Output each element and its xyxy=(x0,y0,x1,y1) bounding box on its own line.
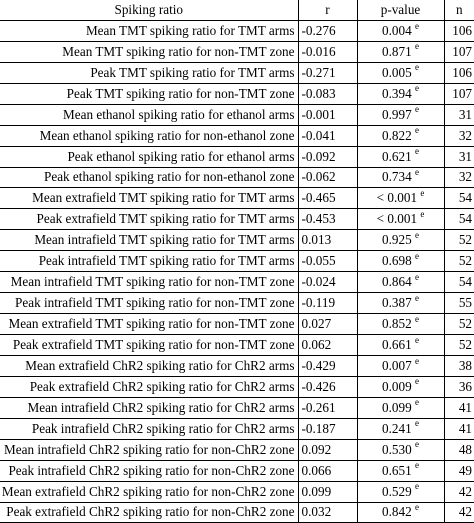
p-value-footnote-mark: e xyxy=(414,62,419,73)
p-value-footnote-mark: e xyxy=(414,125,419,136)
r-value: -0.187 xyxy=(298,418,357,439)
r-value: -0.041 xyxy=(298,125,357,146)
p-value-footnote-mark: e xyxy=(414,271,419,282)
table-row xyxy=(0,125,474,146)
row-label: Peak intrafield TMT spiking ratio for TMT arms xyxy=(0,251,298,272)
row-label: Mean TMT spiking ratio for TMT arms xyxy=(0,20,298,41)
n-value: 52 xyxy=(444,335,474,356)
n-value: 54 xyxy=(444,188,474,209)
p-value: 0.698 xyxy=(382,253,412,269)
n-value: 52 xyxy=(444,251,474,272)
row-label: Peak extrafield ChR2 spiking ratio for ChR2 arms xyxy=(0,376,298,397)
row-label: Mean ethanol spiking ratio for ethanol arms xyxy=(0,104,298,125)
p-value-cell xyxy=(357,20,444,41)
n-value: 106 xyxy=(444,62,474,83)
p-value-footnote-mark: e xyxy=(420,208,425,219)
table-row xyxy=(0,20,474,41)
row-label: Mean ethanol spiking ratio for non-ethanol zone xyxy=(0,125,298,146)
p-value-cell xyxy=(357,230,444,251)
p-value-footnote-mark: e xyxy=(414,292,419,303)
p-value: < 0.001 xyxy=(376,190,418,206)
p-value-footnote-mark: e xyxy=(414,313,419,324)
n-value: 41 xyxy=(444,418,474,439)
header-n: n xyxy=(444,0,474,20)
table-row xyxy=(0,209,474,230)
p-value-footnote-mark: e xyxy=(414,41,419,52)
table-row xyxy=(0,62,474,83)
p-value-footnote-mark: e xyxy=(414,146,419,157)
p-value: 0.871 xyxy=(382,43,412,59)
p-value: 0.852 xyxy=(382,316,412,332)
header-spiking-ratio: Spiking ratio xyxy=(0,0,298,20)
n-value: 38 xyxy=(444,355,474,376)
p-value: 0.007 xyxy=(382,357,412,373)
p-value-cell xyxy=(357,481,444,502)
table-row xyxy=(0,460,474,481)
r-value: 0.032 xyxy=(298,502,357,523)
n-value: 107 xyxy=(444,41,474,62)
r-value: -0.465 xyxy=(298,188,357,209)
table-row xyxy=(0,335,474,356)
p-value: 0.241 xyxy=(382,420,412,436)
p-value-cell xyxy=(357,146,444,167)
p-value-footnote-mark: e xyxy=(414,460,419,471)
p-value: 0.651 xyxy=(382,462,412,478)
table-row xyxy=(0,188,474,209)
p-value: 0.822 xyxy=(382,127,412,143)
p-value-footnote-mark: e xyxy=(420,188,425,199)
p-value: 0.387 xyxy=(382,295,412,311)
row-label: Mean intrafield ChR2 spiking ratio for non-ChR2 zone xyxy=(0,439,298,460)
n-value: 42 xyxy=(444,502,474,523)
n-value: 42 xyxy=(444,481,474,502)
table-row xyxy=(0,502,474,523)
r-value: -0.261 xyxy=(298,397,357,418)
header-p-value: p-value xyxy=(357,0,444,20)
p-value: 0.997 xyxy=(382,106,412,122)
table-row xyxy=(0,83,474,104)
n-value: 41 xyxy=(444,397,474,418)
p-value-cell xyxy=(357,62,444,83)
table-row xyxy=(0,104,474,125)
row-label: Mean TMT spiking ratio for non-TMT zone xyxy=(0,41,298,62)
p-value-footnote-mark: e xyxy=(414,20,419,31)
p-value-cell xyxy=(357,41,444,62)
p-value-cell xyxy=(357,460,444,481)
r-value: 0.013 xyxy=(298,230,357,251)
p-value-cell xyxy=(357,293,444,314)
p-value-footnote-mark: e xyxy=(414,334,419,345)
r-value: -0.001 xyxy=(298,104,357,125)
table-row xyxy=(0,355,474,376)
table-row xyxy=(0,439,474,460)
row-label: Mean intrafield ChR2 spiking ratio for ChR2 arms xyxy=(0,397,298,418)
p-value-footnote-mark: e xyxy=(414,439,419,450)
n-value: 36 xyxy=(444,376,474,397)
n-value: 48 xyxy=(444,439,474,460)
p-value: 0.925 xyxy=(382,232,412,248)
p-value-cell xyxy=(357,188,444,209)
r-value: -0.062 xyxy=(298,167,357,188)
p-value: 0.661 xyxy=(382,336,412,352)
p-value: 0.394 xyxy=(382,85,412,101)
n-value: 55 xyxy=(444,293,474,314)
n-value: 54 xyxy=(444,272,474,293)
r-value: 0.062 xyxy=(298,335,357,356)
row-label: Peak intrafield ChR2 spiking ratio for non-ChR2 zone xyxy=(0,460,298,481)
row-label: Mean extrafield TMT spiking ratio for TMT arms xyxy=(0,188,298,209)
p-value-footnote-mark: e xyxy=(414,229,419,240)
r-value: -0.024 xyxy=(298,272,357,293)
r-value: 0.099 xyxy=(298,481,357,502)
row-label: Peak TMT spiking ratio for non-TMT zone xyxy=(0,83,298,104)
row-label: Peak extrafield ChR2 spiking ratio for non-ChR2 zone xyxy=(0,502,298,523)
p-value-footnote-mark: e xyxy=(414,83,419,94)
table-row xyxy=(0,397,474,418)
table-row xyxy=(0,272,474,293)
p-value: 0.842 xyxy=(382,504,412,520)
r-value: -0.083 xyxy=(298,83,357,104)
r-value: -0.426 xyxy=(298,376,357,397)
p-value-cell xyxy=(357,439,444,460)
p-value-cell xyxy=(357,502,444,523)
row-label: Peak intrafield TMT spiking ratio for non-TMT zone xyxy=(0,293,298,314)
r-value: -0.092 xyxy=(298,146,357,167)
p-value-cell xyxy=(357,209,444,230)
p-value-footnote-mark: e xyxy=(414,104,419,115)
row-label: Peak TMT spiking ratio for TMT arms xyxy=(0,62,298,83)
row-label: Peak ethanol spiking ratio for ethanol arms xyxy=(0,146,298,167)
p-value-cell xyxy=(357,83,444,104)
p-value-footnote-mark: e xyxy=(414,397,419,408)
r-value: 0.092 xyxy=(298,439,357,460)
n-value: 31 xyxy=(444,104,474,125)
p-value-footnote-mark: e xyxy=(414,502,419,513)
header-row xyxy=(0,0,474,20)
n-value: 106 xyxy=(444,20,474,41)
p-value: < 0.001 xyxy=(376,211,418,227)
n-value: 32 xyxy=(444,167,474,188)
n-value: 31 xyxy=(444,146,474,167)
table-row xyxy=(0,376,474,397)
p-value-cell xyxy=(357,335,444,356)
n-value: 52 xyxy=(444,314,474,335)
table-row xyxy=(0,146,474,167)
n-value: 54 xyxy=(444,209,474,230)
r-value: -0.055 xyxy=(298,251,357,272)
p-value-footnote-mark: e xyxy=(414,481,419,492)
p-value-cell xyxy=(357,125,444,146)
table-row xyxy=(0,293,474,314)
table-row xyxy=(0,167,474,188)
p-value: 0.004 xyxy=(382,22,412,38)
p-value-cell xyxy=(357,251,444,272)
p-value-cell xyxy=(357,104,444,125)
p-value-footnote-mark: e xyxy=(414,355,419,366)
r-value: -0.119 xyxy=(298,293,357,314)
table-row xyxy=(0,418,474,439)
p-value: 0.734 xyxy=(382,169,412,185)
row-label: Mean intrafield TMT spiking ratio for non-TMT zone xyxy=(0,272,298,293)
p-value-cell xyxy=(357,376,444,397)
row-label: Mean extrafield ChR2 spiking ratio for non-ChR2 zone xyxy=(0,481,298,502)
p-value: 0.099 xyxy=(382,399,412,415)
p-value-cell xyxy=(357,397,444,418)
p-value: 0.009 xyxy=(382,378,412,394)
n-value: 107 xyxy=(444,83,474,104)
r-value: 0.027 xyxy=(298,314,357,335)
r-value: -0.453 xyxy=(298,209,357,230)
p-value: 0.005 xyxy=(382,64,412,80)
p-value-footnote-mark: e xyxy=(414,418,419,429)
r-value: -0.276 xyxy=(298,20,357,41)
p-value-cell xyxy=(357,272,444,293)
r-value: -0.271 xyxy=(298,62,357,83)
p-value-cell xyxy=(357,167,444,188)
table-body xyxy=(0,20,474,523)
row-label: Peak extrafield TMT spiking ratio for non-TMT zone xyxy=(0,335,298,356)
header-r: r xyxy=(298,0,357,20)
p-value-footnote-mark: e xyxy=(414,376,419,387)
row-label: Peak extrafield TMT spiking ratio for TMT arms xyxy=(0,209,298,230)
table-row xyxy=(0,481,474,502)
p-value-cell xyxy=(357,314,444,335)
p-value: 0.529 xyxy=(382,483,412,499)
n-value: 49 xyxy=(444,460,474,481)
r-value: -0.429 xyxy=(298,355,357,376)
row-label: Peak intrafield ChR2 spiking ratio for ChR2 arms xyxy=(0,418,298,439)
r-value: -0.016 xyxy=(298,41,357,62)
p-value-footnote-mark: e xyxy=(414,167,419,178)
n-value: 32 xyxy=(444,125,474,146)
n-value: 52 xyxy=(444,230,474,251)
p-value-cell xyxy=(357,418,444,439)
row-label: Peak ethanol spiking ratio for non-ethanol zone xyxy=(0,167,298,188)
table-row xyxy=(0,251,474,272)
r-value: 0.066 xyxy=(298,460,357,481)
p-value: 0.621 xyxy=(382,148,412,164)
table-row xyxy=(0,230,474,251)
p-value: 0.864 xyxy=(382,274,412,290)
row-label: Mean intrafield TMT spiking ratio for TMT arms xyxy=(0,230,298,251)
row-label: Mean extrafield TMT spiking ratio for non-TMT zone xyxy=(0,314,298,335)
table-row xyxy=(0,41,474,62)
table-row xyxy=(0,314,474,335)
row-label: Mean extrafield ChR2 spiking ratio for ChR2 arms xyxy=(0,355,298,376)
p-value-cell xyxy=(357,355,444,376)
p-value: 0.530 xyxy=(382,441,412,457)
p-value-footnote-mark: e xyxy=(414,250,419,261)
